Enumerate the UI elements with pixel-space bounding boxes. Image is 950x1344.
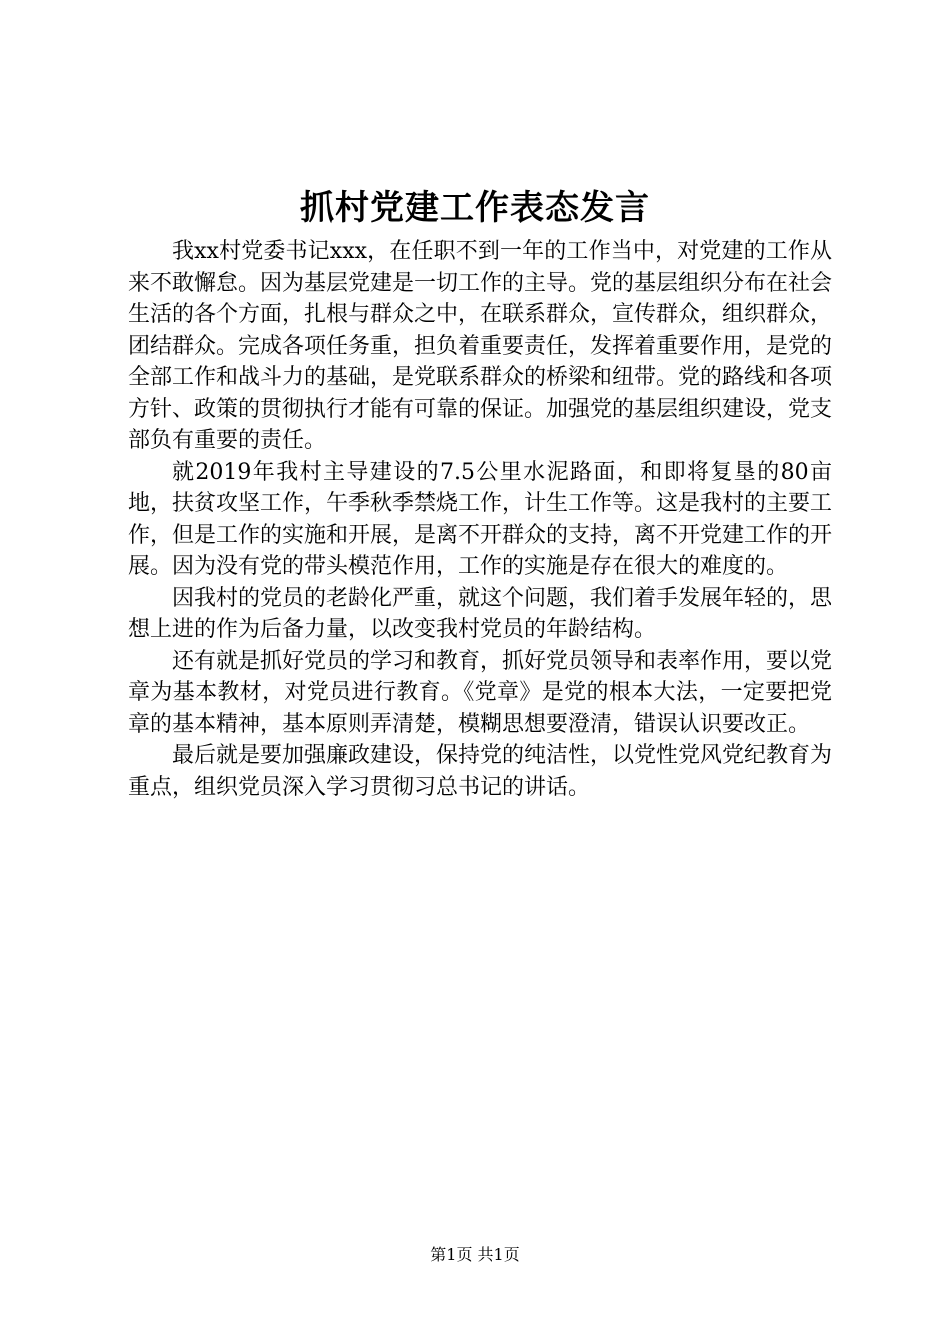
- paragraph-4: 还有就是抓好党员的学习和教育，抓好党员领导和表率作用，要以党章为基本教材，对党员进行教育。《党章》是党的根本大法，一定要把党章的基本精神，基本原则弄清楚，模糊思想要澄清，错误认识要改正。: [128, 648, 833, 737]
- paragraph-3: 因我村的党员的老龄化严重，就这个问题，我们着手发展年轻的，思想上进的作为后备力量，以改变我村党员的年龄结构。: [128, 585, 833, 642]
- document-body: [128, 236, 832, 803]
- document-title: 抓村党建工作表态发言: [300, 188, 650, 228]
- paragraph-1: 我xx村党委书记xxx，在任职不到一年的工作当中，对党建的工作从来不敢懈怠。因为基层党建是一切工作的主导。党的基层组织分布在社会生活的各个方面，扎根与群众之中，在联系群众，宣传群众，组织群众，团结群众。完成各项任务重，担负着重要责任，发挥着重要作用，是党的全部工作和战斗力的基础，是党联系群众的桥梁和纽带。党的路线和各项方针、政策的贯彻执行才能有可靠的保证。加强党的基层组织建设，党支部负有重要的责任。: [128, 239, 833, 453]
- paragraph-2: 就2019年我村主导建设的7.5公里水泥路面，和即将复垦的80亩地，扶贫攻坚工作，午季秋季禁烧工作，计生工作等。这是我村的主要工作，但是工作的实施和开展，是离不开群众的支持，离不开党建工作的开展。因为没有党的带头模范作用，工作的实施是存在很大的难度的。: [128, 459, 833, 579]
- paragraph-5: 最后就是要加强廉政建设，保持党的纯洁性，以党性党风党纪教育为重点，组织党员深入学习贯彻习总书记的讲话。: [128, 743, 833, 800]
- page-footer: 第1页 共1页: [430, 1245, 520, 1264]
